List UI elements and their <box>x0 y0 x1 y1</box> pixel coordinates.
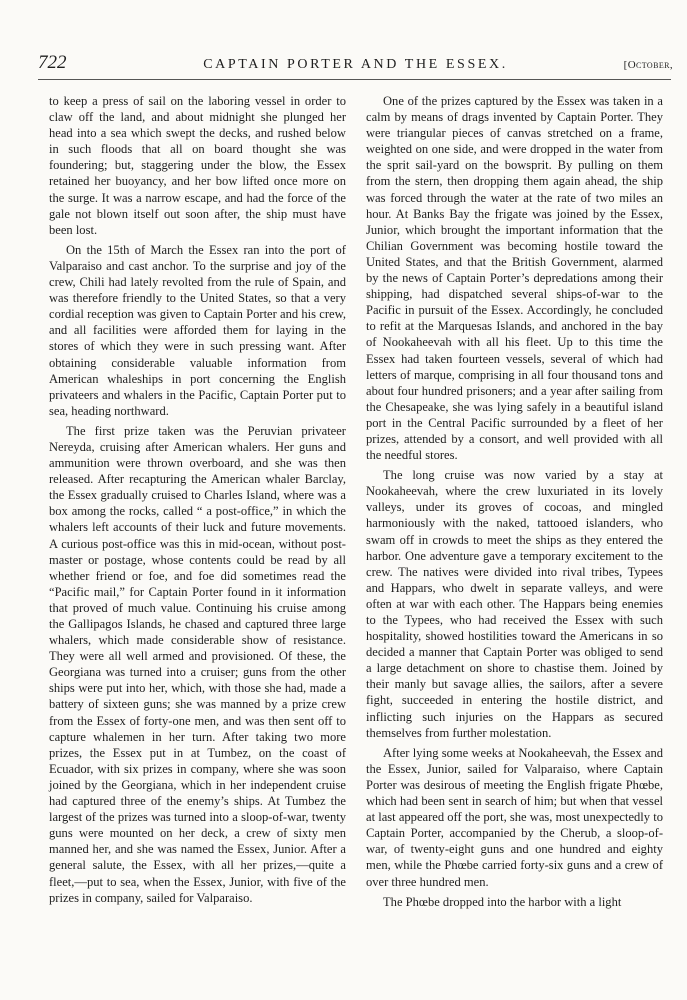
paragraph: to keep a press of sail on the laboring vessel in order to claw off the land, and about midnight she plunged her head into a sea which swept the decks, and rushed below in such floods that all on board thought she was foundering; but, staggering under the blow, the Essex retained her buoyancy, and her bow lifted once more on the surge. It was a narrow escape, and had the force of the gale not blown itself out soon after, the ship must have been lost. <box>49 94 346 237</box>
paragraph: The Phœbe dropped into the harbor with a light <box>383 894 622 909</box>
running-header <box>38 52 673 74</box>
paragraph: On the 15th of March the Essex ran into the port of Valparaiso and cast anchor. To the surprise and joy of the crew, Chili had lately revolted from the rule of Spain, and was therefore friendly to the United States, so that a very cordial reception was given to Captain Porter and his crew, and all facilities were afforded them for laying in the stores of which they were in such pressing want. After obtaining considerable valuable information from American whaleships in port concerning the English privateers and whalers in the Pacific, Captain Porter put to sea, heading northward. <box>49 242 346 418</box>
running-title: CAPTAIN PORTER AND THE ESSEX. <box>203 57 508 72</box>
paragraph: After lying some weeks at Nookaheevah, the Essex and the Essex, Junior, sailed for Valparaiso, where Captain Porter was desirous of meeting the English frigate Phœbe, which had been sent in search of him; but when that vessel at last appeared off the port, she was, most unexpectedly to Captain Porter, accompanied by the Cherub, a sloop-of-war, of twenty-eight guns and one hundred and eighty men, while the Phœbe carried forty-six guns and a crew of over three hundred men. <box>366 745 663 889</box>
page-number: 722 <box>38 52 67 73</box>
left-column <box>49 93 346 906</box>
header-rule <box>38 79 671 80</box>
paragraph: The long cruise was now varied by a stay at Nookaheevah, where the crew luxuriated in its lovely valleys, under its groves of cocoas, and mingled harmoniously with the naked, tattooed islanders, who swam off in crowds to meet the ships as they entered the harbor. One adventure gave a temporary excitement to the crew. The natives were divided into rival tribes, Typees and Happars, who dwelt in separate valleys, and were often at war with each other. The Happars being enemies to the Typees, who had received the Essex with such hospitality, showed hostilities toward the Americans in so decided a manner that Captain Porter was obliged to send a large detachment on shore to chastise them. Joined by their manly but savage allies, the sailors, after a severe fight, succeeded in entering the hostile district, and inflicting such injuries on the Happars as secured themselves from further molestation. <box>366 468 663 740</box>
paragraph: One of the prizes captured by the Essex was taken in a calm by means of drags invented by Captain Porter. They were triangular pieces of canvas stretched on a frame, weighted on one side, and were dropped in the water from the sprit sail-yard on the bowsprit. By pulling on them from the stern, then dropping them again ahead, the ship was forced through the water at the rate of two miles an hour. At Banks Bay the frigate was joined by the Essex, Junior, which brought the important information that the Chilian Government was becoming hostile toward the United States, and that the British Government, alarmed by the news of Captain Porter’s depredations among their shipping, had dispatched several ships-of-war to the Pacific in pursuit of the Essex. Accordingly, he concluded to refit at the Marquesas Islands, and anchored in the bay of Nookaheevah with all his fleet. Up to this time the Essex had taken fourteen vessels, several of which had letters of marque, comprising in all four thousand tons and about four hundred prisoners; and a year after sailing from the Chesapeake, she was lying safely in a beautiful island port in the Central Pacific surrounded by a fleet of her prizes, attended by a consort, and well provided with all the needful stores. <box>366 94 663 463</box>
right-column <box>366 93 663 910</box>
issue-month: [October, <box>623 59 673 71</box>
paragraph: The first prize taken was the Peruvian privateer Nereyda, cruising after American whalers. Her guns and ammunition were thrown overboard, and she was then released. After recapturing the American whaler Barclay, the Essex gradually cruised to Charles Island, where was a box among the rocks, called “ a post-office,” in which the whalers left accounts of their luck and future movements. A curious post-office was this in mid-ocean, without post-master or postage, whose contents could be read by all whether friend or foe, and foe did sometimes read the “Pacific mail,” for Captain Porter found in it information that proved of much value. Continuing his cruise among the Gallipagos Islands, he chased and captured three large whalers, which made considerable show of resistance. They were all well armed and provisioned. Of these, the Georgiana was turned into a cruiser; guns from the other ships were put into her, which, with those she had, made a battery of sixteen guns; she was manned by a prize crew from the Essex of forty-one men, and was then sent off to capture whalemen in her turn. After taking two more prizes, the Essex put in at Tumbez, on the coast of Ecuador, with six prizes in company, where she was soon joined by the Georgiana, which in her independent cruise had captured three of the enemy’s ships. At Tumbez the largest of the prizes was turned into a sloop-of-war, twenty guns were mounted on her deck, a crew of sixty men manned her, and she was named the Essex, Junior. After a general salute, the Essex, with all her prizes,—quite a fleet,—put to sea, when the Essex, Junior, with five of the prizes in company, sailed for Valparaiso. <box>49 423 346 905</box>
